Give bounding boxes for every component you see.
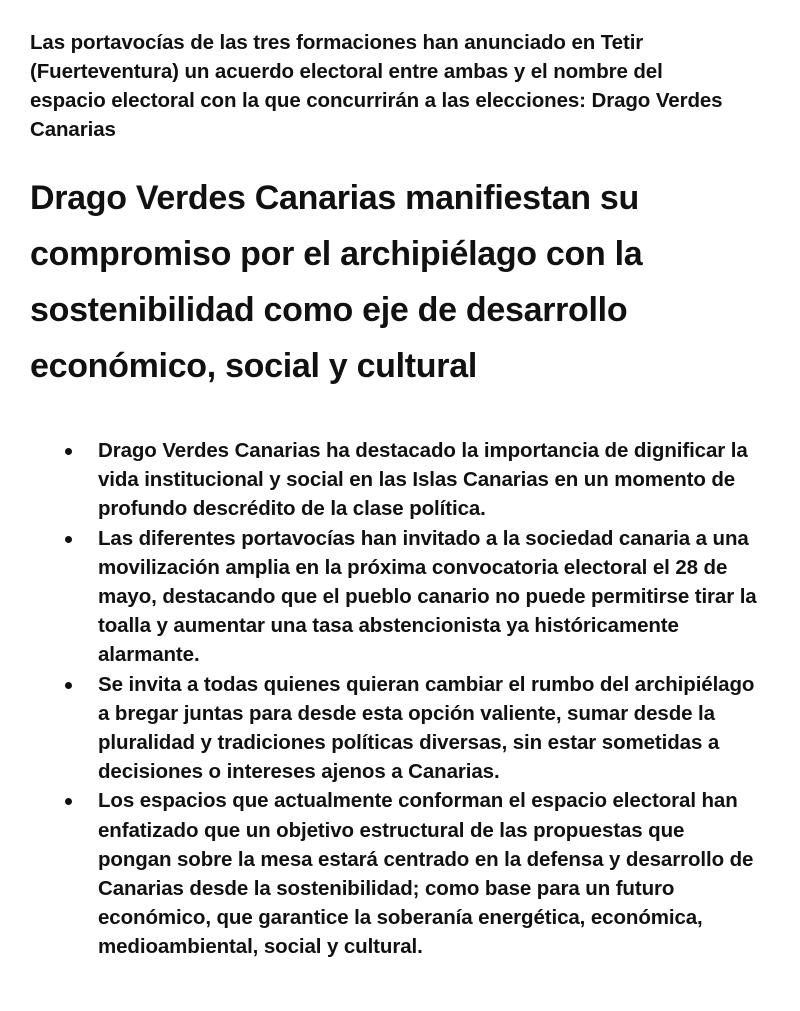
bullet-text: Los espacios que actualmente conforman el espacio electoral han enfatizado que un objetivo estructural de las propuestas que pongan sobre la mesa estará centrado en la defensa y desarrollo de Canarias desde la sostenibilidad; como base para un futuro económico, que garantice la soberanía energética, económica, medioambiental, social y cultural. <box>98 789 754 959</box>
bullet-text: Drago Verdes Canarias ha destacado la importancia de dignificar la vida institucional y social en las Islas Canarias en un momento de profundo descrédito de la clase política. <box>98 439 748 521</box>
bullet-item <box>98 670 760 787</box>
bullet-text: Se invita a todas quienes quieran cambiar el rumbo del archipiélago a bregar juntas para desde esta opción valiente, sumar desde la pluralidad y tradiciones políticas diversas, sin estar sometidas a decisiones o intereses ajenos a Canarias. <box>98 672 755 784</box>
bullet-dot-icon <box>65 682 72 689</box>
bullet-dot-icon <box>65 536 72 543</box>
headline: Drago Verdes Canarias manifiestan su compromiso por el archipiélago con la sostenibilidad como eje de desarrollo económico, social y cultural <box>30 179 643 385</box>
bullet-item <box>98 524 760 670</box>
bullet-dot-icon <box>65 448 72 455</box>
bullet-text: Las diferentes portavocías han invitado a la sociedad canaria a una movilización amplia en la próxima convocatoria electoral el 28 de mayo, destacando que el pueblo canario no puede permitirse tirar la toalla y aumentar una tasa abstencionista ya históricamente alarmante. <box>98 526 757 667</box>
bullet-dot-icon <box>65 798 72 805</box>
bullet-list <box>30 436 760 962</box>
lead-paragraph: Las portavocías de las tres formaciones han anunciado en Tetir (Fuerteventura) un acuerdo electoral entre ambas y el nombre del espacio electoral con la que concurrirán a las elecciones: Drago Verdes Canarias <box>30 31 723 141</box>
bullet-item <box>98 436 760 524</box>
bullet-item <box>98 786 760 961</box>
